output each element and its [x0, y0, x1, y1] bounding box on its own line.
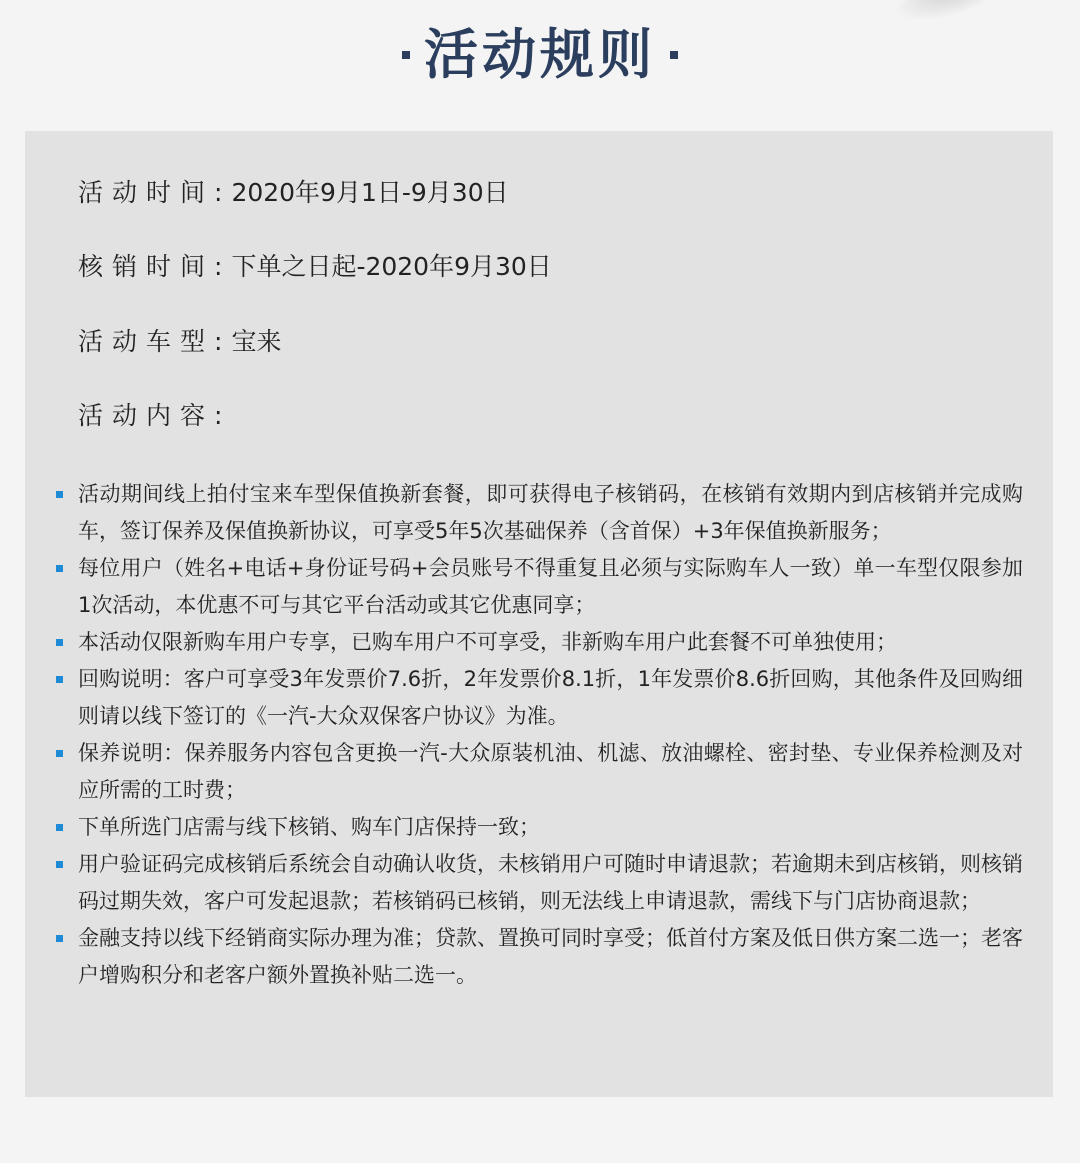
verify-time-row — [78, 252, 552, 282]
car-model-label: 活动车型: — [78, 327, 232, 356]
activity-content-label: 活动内容: — [78, 401, 232, 430]
bullet-icon — [56, 824, 63, 831]
rule-text: 用户验证码完成核销后系统会自动确认收货，未核销用户可随时申请退款；若逾期未到店核销，则核销码过期失效，客户可发起退款；若核销码已核销，则无法线上申请退款，需线下与门店协商退款； — [78, 852, 1023, 913]
bullet-icon — [56, 750, 63, 757]
rule-item — [25, 809, 1053, 846]
activity-time-label: 活动时间: — [78, 178, 232, 207]
rules-panel — [25, 131, 1053, 1097]
title-dot-left — [402, 51, 410, 59]
rule-item — [25, 624, 1053, 661]
activity-time-row — [78, 178, 509, 208]
rule-text: 每位用户（姓名+电话+身份证号码+会员账号不得重复且必须与实际购车人一致）单一车型仅限参加1次活动，本优惠不可与其它平台活动或其它优惠同享； — [78, 556, 1023, 617]
bullet-icon — [56, 861, 63, 868]
rule-item — [25, 846, 1053, 920]
title-dot-right — [670, 51, 678, 59]
rule-text: 金融支持以线下经销商实际办理为准；贷款、置换可同时享受；低首付方案及低日供方案二选一；老客户增购积分和老客户额外置换补贴二选一。 — [78, 926, 1023, 987]
rule-item — [25, 476, 1053, 550]
rule-text: 回购说明：客户可享受3年发票价7.6折，2年发票价8.1折，1年发票价8.6折回购，其他条件及回购细则请以线下签订的《一汽-大众双保客户协议》为准。 — [78, 667, 1023, 728]
car-model-row — [78, 327, 281, 357]
verify-time-value: 下单之日起-2020年9月30日 — [231, 252, 552, 281]
rule-text: 活动期间线上拍付宝来车型保值换新套餐，即可获得电子核销码，在核销有效期内到店核销并完成购车，签订保养及保值换新协议，可享受5年5次基础保养（含首保）+3年保值换新服务； — [78, 482, 1023, 543]
rule-item — [25, 550, 1053, 624]
rule-text: 下单所选门店需与线下核销、购车门店保持一致； — [78, 815, 540, 839]
page-header — [0, 10, 1080, 100]
rule-text: 保养说明：保养服务内容包含更换一汽-大众原装机油、机滤、放油螺栓、密封垫、专业保养检测及对应所需的工时费； — [78, 741, 1023, 802]
bullet-icon — [56, 491, 63, 498]
verify-time-label: 核销时间: — [78, 252, 232, 281]
bullet-icon — [56, 935, 63, 942]
rules-list — [25, 476, 1053, 994]
bullet-icon — [56, 565, 63, 572]
rule-item — [25, 920, 1053, 994]
rule-item — [25, 661, 1053, 735]
car-model-value: 宝来 — [231, 327, 282, 356]
rule-text: 本活动仅限新购车用户专享，已购车用户不可享受，非新购车用户此套餐不可单独使用； — [78, 630, 897, 654]
bullet-icon — [56, 676, 63, 683]
page-title: 活动规则 — [424, 23, 656, 86]
rule-item — [25, 735, 1053, 809]
bullet-icon — [56, 639, 63, 646]
activity-time-value: 2020年9月1日-9月30日 — [231, 178, 509, 207]
activity-content-row — [78, 401, 231, 431]
